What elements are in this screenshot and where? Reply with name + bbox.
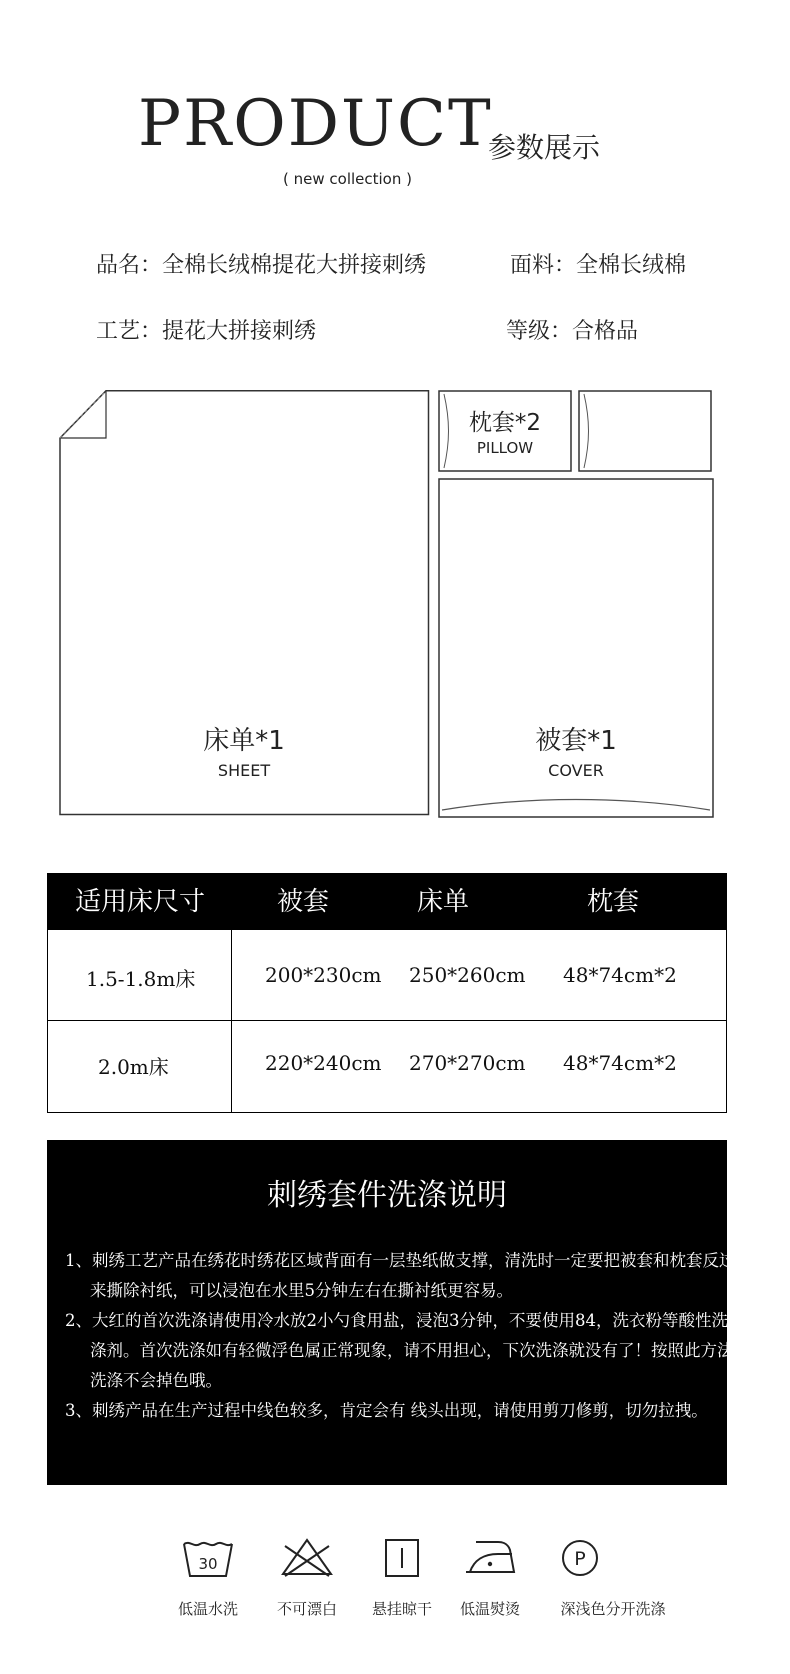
svg-text:P: P bbox=[574, 1548, 586, 1570]
header-pillow: 枕套 bbox=[586, 887, 639, 917]
care-label-separate: 深浅色分开洗涤 bbox=[560, 1600, 666, 1618]
care-label-no-bleach: 不可漂白 bbox=[276, 1600, 337, 1618]
pillow-label: 枕套*2 bbox=[468, 410, 542, 436]
logo-subtitle: ( new collection ) bbox=[283, 170, 412, 188]
hang-dry-icon bbox=[374, 1536, 430, 1580]
header-cover: 被套 bbox=[276, 887, 329, 917]
spec-fabric: 面料：全棉长绒棉 bbox=[510, 253, 687, 278]
page-title: 参数展示 bbox=[488, 131, 601, 164]
header-bed-size: 适用床尺寸 bbox=[74, 887, 205, 917]
no-bleach-icon bbox=[279, 1536, 335, 1580]
spec-grade: 等级：合格品 bbox=[506, 319, 639, 344]
care-label-wash: 低温水洗 bbox=[177, 1600, 238, 1618]
wash-item-1: 1、刺绣工艺产品在绣花时绣花区域背面有一层垫纸做支撑，清洗时一定要把被套和枕套反过来撕除衬纸，可以浸泡在水里5分钟左右在撕衬纸更容易。 bbox=[65, 1251, 736, 1300]
cover-label: 被套*1 bbox=[535, 726, 617, 756]
cover-label-en: COVER bbox=[548, 761, 604, 780]
spec-craft: 工艺：提花大拼接刺绣 bbox=[96, 319, 317, 344]
wash-instructions bbox=[47, 1140, 736, 1485]
row1-sheet: 250*260cm bbox=[409, 963, 526, 987]
spec-name: 品名：全棉长绒棉提花大拼接刺绣 bbox=[96, 253, 427, 278]
size-table-header bbox=[48, 874, 726, 930]
product-logo: PRODUCT bbox=[138, 87, 493, 161]
row1-cover: 200*230cm bbox=[265, 963, 382, 987]
size-table bbox=[47, 873, 727, 1113]
wash-temp-label: 30 bbox=[198, 1555, 218, 1573]
sheet-label: 床单*1 bbox=[203, 726, 285, 756]
row1-size: 1.5-1.8m床 bbox=[86, 967, 196, 991]
row2-size: 2.0m床 bbox=[98, 1055, 169, 1079]
wash-title: 刺绣套件洗涤说明 bbox=[267, 1178, 507, 1213]
wash-item-3: 3、刺绣产品在生产过程中线色较多，肯定会有 线头出现，请使用剪刀修剪，切勿拉拽。 bbox=[65, 1401, 708, 1420]
row2-cover: 220*240cm bbox=[265, 1051, 382, 1075]
care-label-iron: 低温熨烫 bbox=[459, 1600, 520, 1618]
dry-clean-p-icon bbox=[552, 1536, 608, 1580]
low-iron-icon bbox=[462, 1536, 518, 1580]
wash-item-2: 2、大红的首次洗涤请使用冷水放2小勺食用盐，浸泡3分钟，不要使用84，洗衣粉等酸性洗涤剂。首次洗涤如有轻微浮色属正常现象，请不用担心，下次洗涤就没有了！按照此方法洗涤不会掉色哦。 bbox=[65, 1311, 734, 1390]
row2-pillow: 48*74cm*2 bbox=[563, 1051, 677, 1075]
row2-sheet: 270*270cm bbox=[409, 1051, 526, 1075]
pillow-label-en: PILLOW bbox=[476, 439, 534, 457]
care-label-hang-dry: 悬挂晾干 bbox=[371, 1600, 432, 1618]
wash-30-icon bbox=[180, 1536, 236, 1580]
pillow-outline-2 bbox=[578, 390, 712, 472]
header-sheet: 床单 bbox=[416, 887, 469, 917]
row1-pillow: 48*74cm*2 bbox=[563, 963, 677, 987]
sheet-label-en: SHEET bbox=[217, 761, 271, 780]
